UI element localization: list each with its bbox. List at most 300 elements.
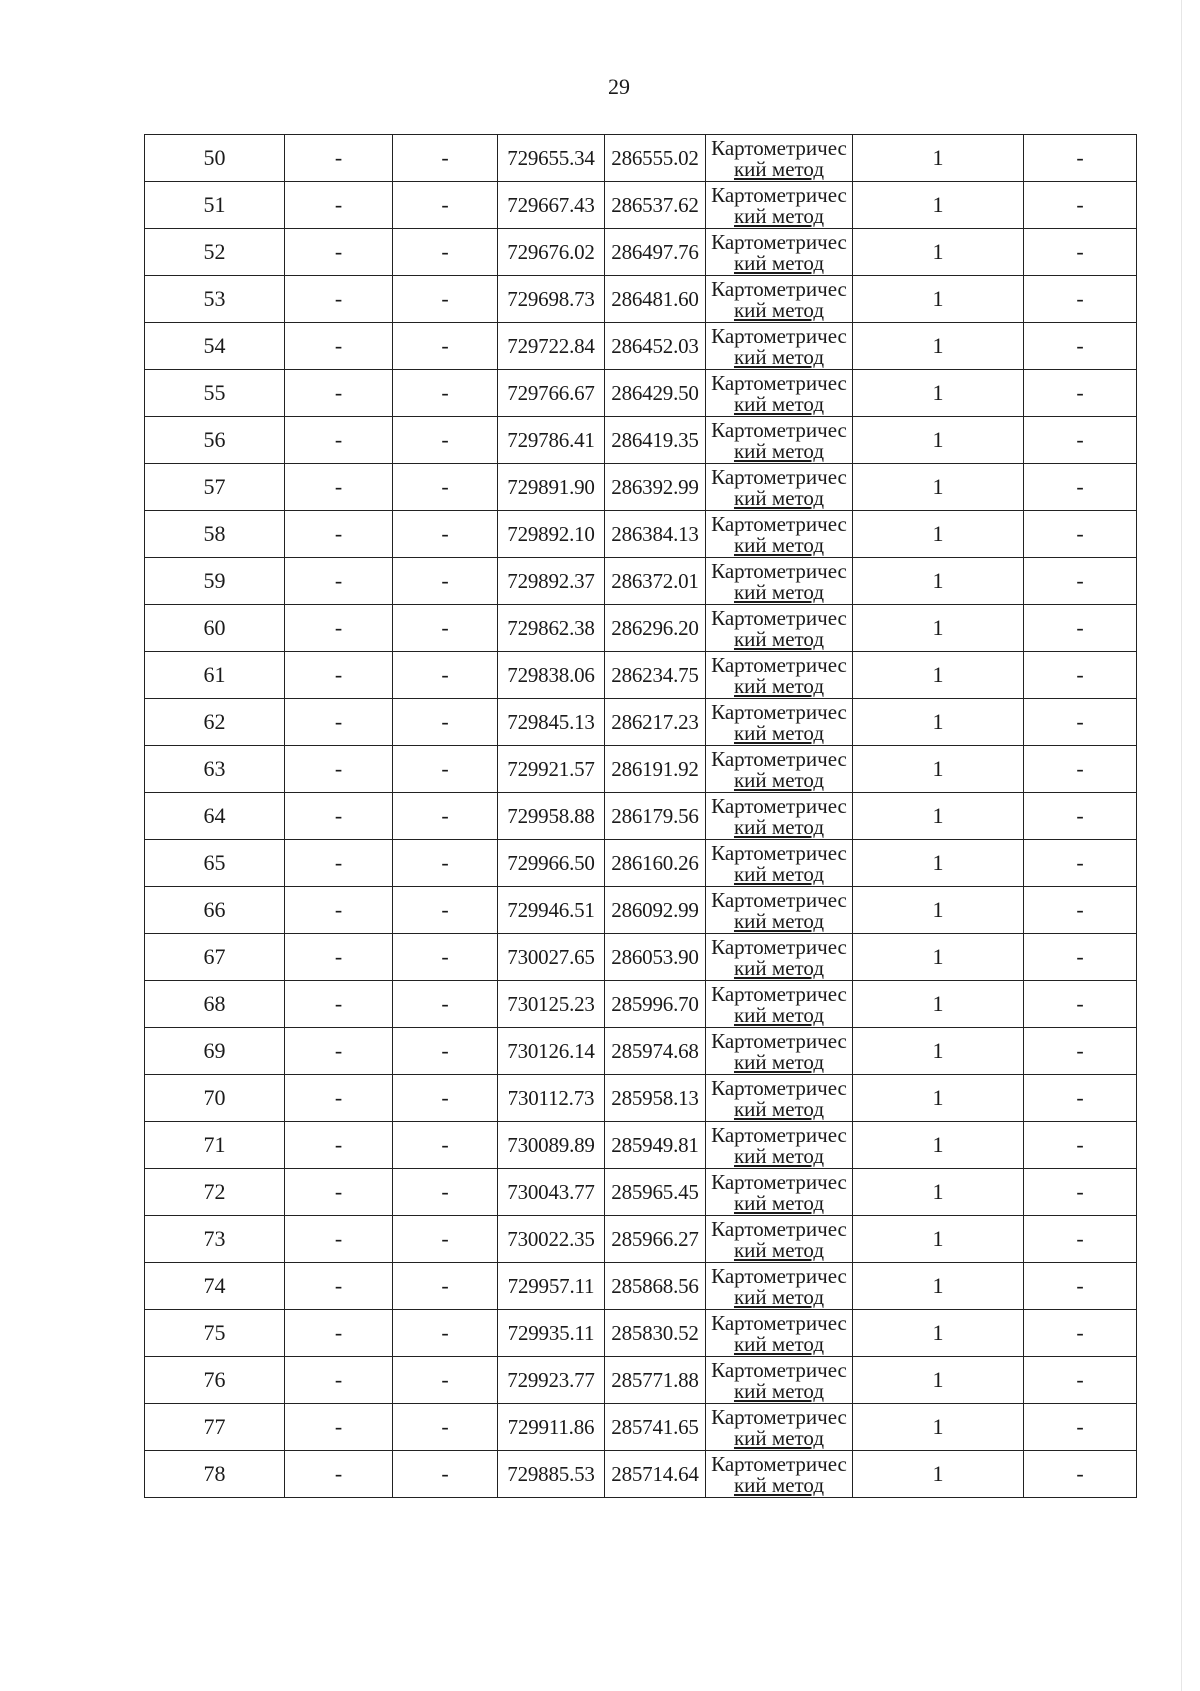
note-cell: [1024, 1169, 1137, 1216]
x-coordinate-cell: [498, 1263, 605, 1310]
note-value: -: [1076, 944, 1084, 969]
point-number-cell: [145, 1122, 285, 1169]
method-cell: [706, 1310, 853, 1357]
x-coordinate-cell: [498, 276, 605, 323]
point-number: 50: [203, 145, 226, 170]
old-x-value: -: [334, 756, 343, 781]
x-coordinate: 730125.23: [507, 991, 595, 1016]
accuracy-value: 1: [932, 991, 944, 1016]
method-text-line-2: кий метод: [733, 767, 825, 792]
note-cell: [1024, 699, 1137, 746]
old-x-value: -: [334, 521, 343, 546]
old-x-cell: [285, 934, 393, 981]
method-cell: [706, 1122, 853, 1169]
note-value: -: [1076, 615, 1084, 640]
method-text-line-2: кий метод: [733, 1002, 825, 1027]
old-y-cell: [393, 182, 498, 229]
method-cell: [706, 1028, 853, 1075]
point-number-cell: [145, 981, 285, 1028]
y-coordinate: 285958.13: [611, 1085, 699, 1110]
accuracy-cell: [853, 887, 1024, 934]
table-row: [145, 417, 1137, 464]
old-y-cell: [393, 1216, 498, 1263]
method-text-line-1: Картометричес: [711, 323, 847, 348]
point-number-cell: [145, 887, 285, 934]
y-coordinate-cell: [605, 1451, 706, 1498]
old-y-value: -: [441, 1226, 449, 1251]
old-x-cell: [285, 511, 393, 558]
method-cell: [706, 511, 853, 558]
y-coordinate: 285996.70: [611, 991, 699, 1016]
accuracy-value: 1: [932, 380, 944, 405]
x-coordinate: 730126.14: [507, 1038, 595, 1063]
old-y-value: -: [441, 944, 449, 969]
accuracy-value: 1: [932, 286, 944, 311]
x-coordinate-cell: [498, 182, 605, 229]
table-row: [145, 1310, 1137, 1357]
method-text-line-1: Картометричес: [711, 1404, 847, 1429]
accuracy-cell: [853, 276, 1024, 323]
point-number: 53: [203, 286, 226, 311]
y-coordinate-cell: [605, 1216, 706, 1263]
point-number: 74: [203, 1273, 226, 1298]
y-coordinate-cell: [605, 1263, 706, 1310]
method-text-line-2: кий метод: [733, 1190, 825, 1215]
old-x-cell: [285, 605, 393, 652]
point-number: 70: [203, 1085, 226, 1110]
old-x-value: -: [334, 1461, 343, 1486]
old-x-value: -: [334, 1367, 343, 1392]
x-coordinate-cell: [498, 934, 605, 981]
accuracy-cell: [853, 793, 1024, 840]
old-x-cell: [285, 464, 393, 511]
x-coordinate-cell: [498, 1310, 605, 1357]
old-y-cell: [393, 511, 498, 558]
accuracy-cell: [853, 652, 1024, 699]
old-y-value: -: [441, 521, 449, 546]
x-coordinate-cell: [498, 1028, 605, 1075]
point-number-cell: [145, 652, 285, 699]
old-x-value: -: [334, 803, 343, 828]
method-cell: [706, 1404, 853, 1451]
method-cell: [706, 135, 853, 182]
method-cell: [706, 1216, 853, 1263]
old-y-value: -: [441, 568, 449, 593]
y-coordinate-cell: [605, 1169, 706, 1216]
accuracy-value: 1: [932, 803, 944, 828]
accuracy-value: 1: [932, 756, 944, 781]
note-value: -: [1076, 1038, 1084, 1063]
method-text-line-2: кий метод: [733, 673, 825, 698]
method-text-line-2: кий метод: [733, 1331, 825, 1356]
note-value: -: [1076, 709, 1084, 734]
old-x-value: -: [334, 850, 343, 875]
note-value: -: [1076, 1273, 1084, 1298]
point-number-cell: [145, 840, 285, 887]
note-cell: [1024, 887, 1137, 934]
x-coordinate-cell: [498, 511, 605, 558]
old-x-cell: [285, 1357, 393, 1404]
point-number: 67: [203, 944, 226, 969]
y-coordinate: 286296.20: [611, 615, 699, 640]
old-x-cell: [285, 276, 393, 323]
method-cell: [706, 934, 853, 981]
x-coordinate: 729838.06: [507, 662, 595, 687]
old-y-cell: [393, 1310, 498, 1357]
method-text-line-1: Картометричес: [711, 511, 847, 536]
method-cell: [706, 840, 853, 887]
x-coordinate: 729946.51: [507, 897, 595, 922]
old-y-value: -: [441, 145, 449, 170]
point-number: 73: [203, 1226, 226, 1251]
y-coordinate: 286537.62: [611, 192, 699, 217]
old-y-value: -: [441, 1273, 449, 1298]
y-coordinate-cell: [605, 746, 706, 793]
method-text-line-1: Картометричес: [711, 370, 847, 395]
y-coordinate-cell: [605, 182, 706, 229]
old-x-cell: [285, 1216, 393, 1263]
old-x-cell: [285, 1310, 393, 1357]
accuracy-value: 1: [932, 1179, 944, 1204]
method-text-line-1: Картометричес: [711, 1075, 847, 1100]
point-number: 63: [203, 756, 226, 781]
point-number-cell: [145, 934, 285, 981]
accuracy-value: 1: [932, 239, 944, 264]
x-coordinate: 729676.02: [507, 239, 595, 264]
accuracy-cell: [853, 417, 1024, 464]
note-value: -: [1076, 145, 1084, 170]
method-text-line-2: кий метод: [733, 156, 825, 181]
point-number-cell: [145, 182, 285, 229]
old-y-cell: [393, 1122, 498, 1169]
accuracy-cell: [853, 464, 1024, 511]
y-coordinate: 285714.64: [611, 1461, 699, 1486]
old-x-value: -: [334, 192, 343, 217]
old-x-value: -: [334, 1132, 343, 1157]
y-coordinate-cell: [605, 323, 706, 370]
x-coordinate: 730112.73: [507, 1085, 595, 1110]
note-value: -: [1076, 286, 1084, 311]
method-text-line-2: кий метод: [733, 1378, 825, 1403]
point-number-cell: [145, 1404, 285, 1451]
method-text-line-2: кий метод: [733, 250, 825, 275]
note-value: -: [1076, 427, 1084, 452]
method-text-line-1: Картометричес: [711, 699, 847, 724]
accuracy-value: 1: [932, 427, 944, 452]
point-number-cell: [145, 323, 285, 370]
note-cell: [1024, 1263, 1137, 1310]
point-number-cell: [145, 229, 285, 276]
point-number-cell: [145, 1357, 285, 1404]
x-coordinate-cell: [498, 746, 605, 793]
old-x-value: -: [334, 1085, 343, 1110]
method-text-line-2: кий метод: [733, 391, 825, 416]
method-text-line-2: кий метод: [733, 908, 825, 933]
old-x-cell: [285, 229, 393, 276]
y-coordinate-cell: [605, 793, 706, 840]
old-x-value: -: [334, 1320, 343, 1345]
y-coordinate: 286452.03: [611, 333, 699, 358]
old-y-value: -: [441, 1367, 449, 1392]
method-cell: [706, 323, 853, 370]
accuracy-cell: [853, 699, 1024, 746]
method-cell: [706, 1357, 853, 1404]
x-coordinate-cell: [498, 1122, 605, 1169]
old-x-value: -: [334, 427, 343, 452]
table-row: [145, 1404, 1137, 1451]
y-coordinate: 286191.92: [611, 756, 699, 781]
table-row: [145, 370, 1137, 417]
note-cell: [1024, 1451, 1137, 1498]
note-value: -: [1076, 897, 1084, 922]
note-value: -: [1076, 1414, 1084, 1439]
x-coordinate-cell: [498, 1451, 605, 1498]
note-cell: [1024, 934, 1137, 981]
old-x-value: -: [334, 991, 343, 1016]
old-y-value: -: [441, 1414, 449, 1439]
old-y-value: -: [441, 709, 449, 734]
x-coordinate-cell: [498, 887, 605, 934]
old-x-cell: [285, 746, 393, 793]
old-y-value: -: [441, 1132, 449, 1157]
accuracy-value: 1: [932, 568, 944, 593]
method-cell: [706, 1451, 853, 1498]
method-cell: [706, 229, 853, 276]
y-coordinate: 285966.27: [611, 1226, 699, 1251]
note-value: -: [1076, 380, 1084, 405]
point-number-cell: [145, 699, 285, 746]
old-x-cell: [285, 887, 393, 934]
point-number: 57: [203, 474, 226, 499]
page-edge-line: [1181, 0, 1182, 1691]
note-value: -: [1076, 521, 1084, 546]
old-x-value: -: [334, 145, 343, 170]
accuracy-cell: [853, 511, 1024, 558]
old-x-value: -: [334, 662, 343, 687]
old-x-cell: [285, 1404, 393, 1451]
accuracy-value: 1: [932, 1226, 944, 1251]
x-coordinate: 729923.77: [507, 1367, 595, 1392]
old-x-cell: [285, 1122, 393, 1169]
table-row: [145, 934, 1137, 981]
method-text-line-2: кий метод: [733, 814, 825, 839]
point-number-cell: [145, 558, 285, 605]
note-cell: [1024, 793, 1137, 840]
y-coordinate-cell: [605, 1028, 706, 1075]
method-cell: [706, 981, 853, 1028]
accuracy-value: 1: [932, 333, 944, 358]
note-cell: [1024, 981, 1137, 1028]
point-number-cell: [145, 793, 285, 840]
y-coordinate: 285741.65: [611, 1414, 699, 1439]
method-cell: [706, 276, 853, 323]
old-x-value: -: [334, 474, 343, 499]
note-value: -: [1076, 1179, 1084, 1204]
method-text-line-1: Картометричес: [711, 934, 847, 959]
x-coordinate: 729667.43: [507, 192, 595, 217]
old-x-cell: [285, 652, 393, 699]
accuracy-cell: [853, 840, 1024, 887]
method-cell: [706, 558, 853, 605]
old-x-cell: [285, 1451, 393, 1498]
page-number: 29: [608, 74, 630, 99]
y-coordinate-cell: [605, 229, 706, 276]
table-row: [145, 605, 1137, 652]
method-text-line-2: кий метод: [733, 1472, 825, 1497]
x-coordinate-cell: [498, 464, 605, 511]
note-value: -: [1076, 1320, 1084, 1345]
note-cell: [1024, 182, 1137, 229]
old-y-value: -: [441, 474, 449, 499]
old-x-value: -: [334, 286, 343, 311]
accuracy-cell: [853, 981, 1024, 1028]
old-y-cell: [393, 1404, 498, 1451]
method-text-line-1: Картометричес: [711, 605, 847, 630]
point-number: 72: [203, 1179, 226, 1204]
note-cell: [1024, 1122, 1137, 1169]
x-coordinate: 730022.35: [507, 1226, 595, 1251]
x-coordinate-cell: [498, 699, 605, 746]
y-coordinate-cell: [605, 464, 706, 511]
note-cell: [1024, 558, 1137, 605]
method-text-line-1: Картометричес: [711, 1263, 847, 1288]
method-text-line-1: Картометричес: [711, 464, 847, 489]
point-number-cell: [145, 1216, 285, 1263]
accuracy-value: 1: [932, 850, 944, 875]
method-text-line-2: кий метод: [733, 344, 825, 369]
old-y-cell: [393, 887, 498, 934]
point-number: 64: [203, 803, 226, 828]
old-y-value: -: [441, 662, 449, 687]
x-coordinate: 730089.89: [507, 1132, 595, 1157]
accuracy-value: 1: [932, 1320, 944, 1345]
note-value: -: [1076, 239, 1084, 264]
old-x-cell: [285, 1169, 393, 1216]
table-row: [145, 746, 1137, 793]
point-number: 56: [203, 427, 226, 452]
old-y-cell: [393, 276, 498, 323]
x-coordinate: 729966.50: [507, 850, 595, 875]
method-cell: [706, 1169, 853, 1216]
y-coordinate: 286217.23: [611, 709, 699, 734]
y-coordinate: 285771.88: [611, 1367, 699, 1392]
x-coordinate-cell: [498, 981, 605, 1028]
method-cell: [706, 746, 853, 793]
old-x-value: -: [334, 944, 343, 969]
method-text-line-1: Картометричес: [711, 417, 847, 442]
accuracy-cell: [853, 370, 1024, 417]
y-coordinate-cell: [605, 652, 706, 699]
note-value: -: [1076, 1132, 1084, 1157]
old-x-cell: [285, 1028, 393, 1075]
point-number: 61: [203, 662, 226, 687]
old-y-value: -: [441, 1038, 449, 1063]
table-row: [145, 511, 1137, 558]
accuracy-value: 1: [932, 145, 944, 170]
accuracy-value: 1: [932, 615, 944, 640]
x-coordinate: 729958.88: [507, 803, 595, 828]
accuracy-cell: [853, 229, 1024, 276]
table-row: [145, 1169, 1137, 1216]
note-cell: [1024, 511, 1137, 558]
method-text-line-1: Картометричес: [711, 1216, 847, 1241]
y-coordinate-cell: [605, 417, 706, 464]
x-coordinate-cell: [498, 1169, 605, 1216]
old-x-cell: [285, 135, 393, 182]
method-text-line-2: кий метод: [733, 1143, 825, 1168]
point-number-cell: [145, 1263, 285, 1310]
old-x-value: -: [334, 1273, 343, 1298]
table-row: [145, 182, 1137, 229]
point-number-cell: [145, 417, 285, 464]
x-coordinate-cell: [498, 652, 605, 699]
table-row: [145, 699, 1137, 746]
old-y-value: -: [441, 1320, 449, 1345]
y-coordinate-cell: [605, 135, 706, 182]
x-coordinate: 729722.84: [507, 333, 595, 358]
accuracy-value: 1: [932, 1132, 944, 1157]
y-coordinate-cell: [605, 887, 706, 934]
table-row: [145, 135, 1137, 182]
y-coordinate-cell: [605, 1404, 706, 1451]
x-coordinate: 729862.38: [507, 615, 595, 640]
old-x-value: -: [334, 568, 343, 593]
method-text-line-2: кий метод: [733, 720, 825, 745]
old-y-value: -: [441, 1179, 449, 1204]
y-coordinate-cell: [605, 934, 706, 981]
old-y-cell: [393, 840, 498, 887]
y-coordinate-cell: [605, 511, 706, 558]
method-text-line-2: кий метод: [733, 297, 825, 322]
accuracy-cell: [853, 1122, 1024, 1169]
old-y-cell: [393, 652, 498, 699]
x-coordinate-cell: [498, 135, 605, 182]
method-text-line-2: кий метод: [733, 861, 825, 886]
accuracy-cell: [853, 1404, 1024, 1451]
method-text-line-2: кий метод: [733, 1237, 825, 1262]
method-text-line-2: кий метод: [733, 1096, 825, 1121]
note-value: -: [1076, 803, 1084, 828]
note-cell: [1024, 464, 1137, 511]
point-number: 59: [203, 568, 226, 593]
old-y-cell: [393, 981, 498, 1028]
x-coordinate-cell: [498, 1075, 605, 1122]
old-x-cell: [285, 699, 393, 746]
note-value: -: [1076, 192, 1084, 217]
method-cell: [706, 1075, 853, 1122]
point-number-cell: [145, 1451, 285, 1498]
method-text-line-1: Картометричес: [711, 135, 847, 160]
accuracy-cell: [853, 1028, 1024, 1075]
method-cell: [706, 370, 853, 417]
note-cell: [1024, 417, 1137, 464]
old-x-cell: [285, 981, 393, 1028]
point-number-cell: [145, 370, 285, 417]
x-coordinate: 729845.13: [507, 709, 595, 734]
old-x-cell: [285, 840, 393, 887]
y-coordinate: 286179.56: [611, 803, 699, 828]
y-coordinate: 286160.26: [611, 850, 699, 875]
note-cell: [1024, 229, 1137, 276]
old-y-value: -: [441, 427, 449, 452]
old-y-value: -: [441, 286, 449, 311]
note-value: -: [1076, 568, 1084, 593]
x-coordinate: 729921.57: [507, 756, 595, 781]
method-text-line-1: Картометричес: [711, 793, 847, 818]
point-number: 54: [203, 333, 226, 358]
y-coordinate-cell: [605, 1075, 706, 1122]
accuracy-cell: [853, 1216, 1024, 1263]
